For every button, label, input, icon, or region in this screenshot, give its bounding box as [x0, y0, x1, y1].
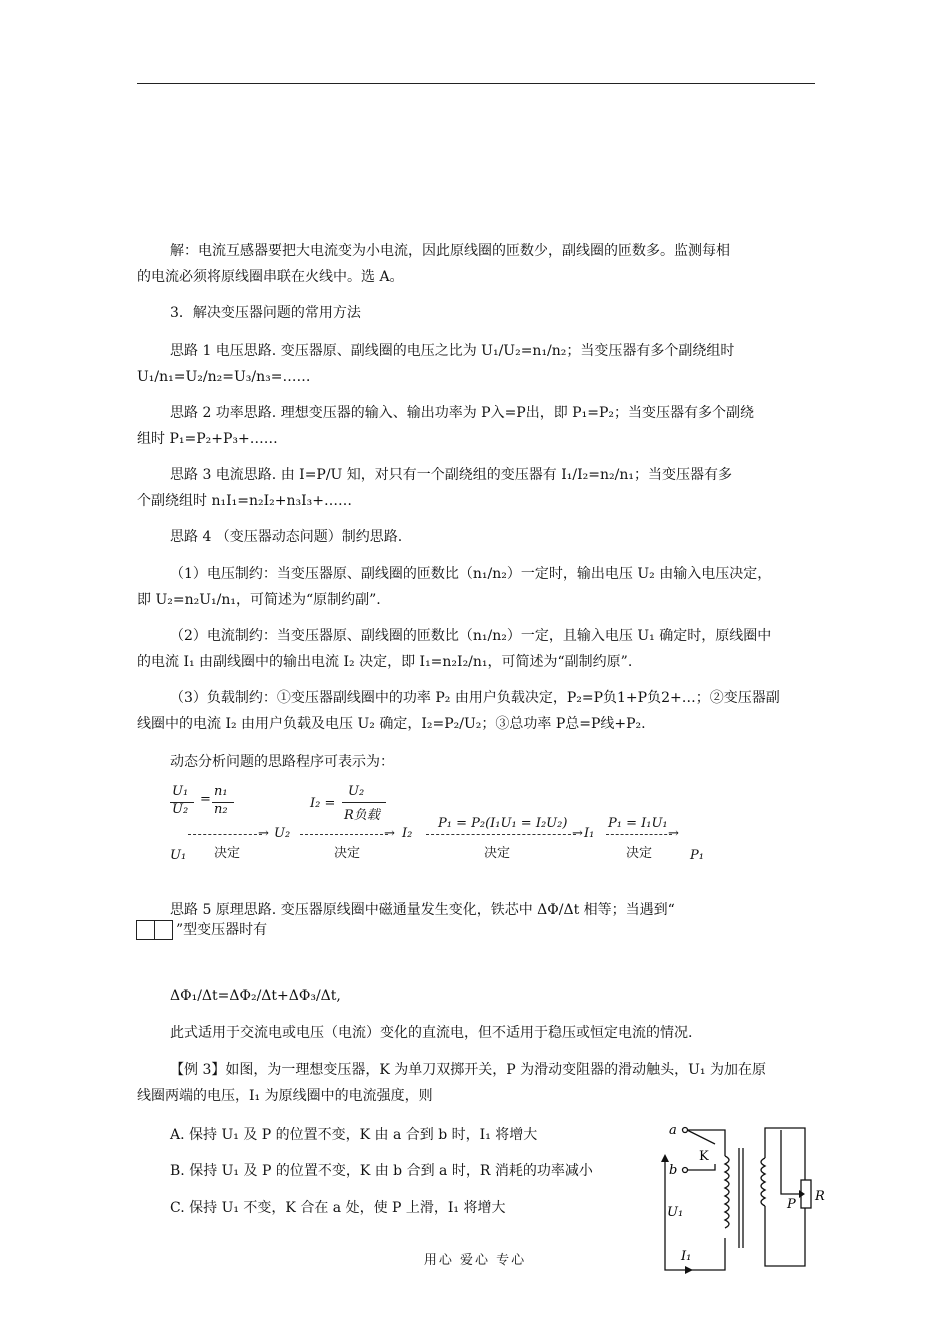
label-r: R [815, 1189, 825, 1204]
flow-decide-2: 决定 [334, 846, 361, 861]
flow-f1-eq: = [200, 792, 211, 807]
flow-arrow-1-head: → [258, 826, 269, 841]
solution-line-1: 解：电流互感器要把大电流变为小电流，因此原线圈的匝数少，副线圈的匝数多。监测每相 [170, 243, 730, 259]
idea4-c3-line-2: 线圈中的电流 I₂ 由用户负载及电压 U₂ 确定，I₂=P₂/U₂；③总功率 P总=P线+P₂. [137, 716, 646, 732]
example-line-1: 【例 3】如图，为一理想变压器，K 为单刀双掷开关，P 为滑动变阻器的滑动触头，U₁ 为加在原 [170, 1062, 766, 1078]
idea1-line-1: 思路 1 电压思路. 变压器原、副线圈的电压之比为 U₁/U₂=n₁/n₂；当变压器有多个副绕组时 [170, 343, 735, 359]
flow-intro: 动态分析问题的思路程序可表示为： [170, 754, 394, 770]
idea1-line-2: U₁/n₁=U₂/n₂=U₃/n₃=…… [137, 369, 311, 385]
label-u1: U₁ [667, 1205, 684, 1220]
flow-node-i1: I₁ [584, 826, 595, 841]
idea2-line-2: 组时 P₁=P₂+P₃+…… [137, 431, 278, 447]
flow-node-i2: I₂ [402, 826, 413, 841]
idea5-line-2: ”型变压器时有 [176, 922, 268, 938]
page-footer: 用心 爱心 专心 [423, 1253, 527, 1268]
idea3-line-2: 个副绕组时 n₁I₁=n₂I₂+n₃I₃+…… [137, 493, 352, 509]
flow-f2-den: R负载 [344, 808, 380, 823]
idea4-c1-line-1: （1）电压制约：当变压器原、副线圈的匝数比（n₁/n₂）一定时，输出电压 U₂ 由输入电压决定， [170, 566, 772, 582]
flow-f2-num: U₂ [348, 784, 365, 799]
flow-f1-num: U₁ [172, 784, 189, 799]
flow-arrow-3-head: → [572, 826, 583, 841]
flow-decide-4: 决定 [626, 846, 653, 861]
transformer-core-symbol [136, 920, 174, 940]
flow-decide-1: 决定 [214, 846, 241, 861]
flow-arrow-1 [188, 834, 262, 835]
option-b: B. 保持 U₁ 及 P 的位置不变，K 由 b 合到 a 时，R 消耗的功率减小 [170, 1163, 593, 1179]
idea4-c3-line-1: （3）负载制约：①变压器副线圈中的功率 P₂ 由用户负载决定，P₂=P负1+P负2+…；②变压器副 [170, 690, 780, 706]
flow-f1-den: U₂ [172, 802, 189, 817]
idea2-line-1: 思路 2 功率思路. 理想变压器的输入、输出功率为 P入=P出，即 P₁=P₂；当变压器有多个副绕 [170, 405, 754, 421]
flow-arrow-4-head: → [668, 826, 679, 841]
flow-f2-left: I₂ = [310, 796, 336, 811]
flow-f1-rnum: n₁ [214, 784, 228, 799]
idea3-line-1: 思路 3 电流思路. 由 I=P/U 知，对只有一个副绕组的变压器有 I₁/I₂=n₂/n₁；当变压器有多 [170, 467, 732, 483]
idea5-formula: ΔΦ₁/Δt=ΔΦ₂/Δt+ΔΦ₃/Δt, [170, 988, 341, 1004]
idea5-line-1: 思路 5 原理思路. 变压器原线圈中磁通量发生变化，铁芯中 ΔΦ/Δt 相等；当遇到“ [170, 902, 675, 918]
option-c: C. 保持 U₁ 不变，K 合在 a 处，使 P 上滑，I₁ 将增大 [170, 1200, 506, 1216]
header-rule [137, 83, 815, 84]
flow-arrow-2-head: → [384, 826, 395, 841]
solution-line-2: 的电流必须将原线圈串联在火线中。选 A。 [137, 269, 404, 285]
idea4-c1-line-2: 即 U₂=n₂U₁/n₁，可简述为“原制约副”. [137, 592, 381, 608]
flow-node-u2: U₂ [274, 826, 291, 841]
flow-start-u1: U₁ [170, 848, 187, 863]
label-k: K [699, 1149, 709, 1164]
example-line-2: 线圈两端的电压，I₁ 为原线圈中的电流强度，则 [137, 1088, 433, 1104]
flow-end-p1: P₁ [690, 848, 704, 863]
idea4-c2-line-2: 的电流 I₁ 由副线圈中的输出电流 I₂ 决定，即 I₁=n₂I₂/n₁，可简述为“副制约原”. [137, 654, 633, 670]
label-i1: I₁ [681, 1249, 692, 1264]
idea5-note: 此式适用于交流电或电压（电流）变化的直流电，但不适用于稳压或恒定电流的情况. [170, 1025, 693, 1041]
idea4-c2-line-1: （2）电流制约：当变压器原、副线圈的匝数比（n₁/n₂）一定，且输入电压 U₁ 确定时，原线圈中 [170, 628, 772, 644]
label-p: P [787, 1197, 796, 1212]
flow-f4: P₁ = I₁U₁ [608, 816, 668, 831]
label-a: a [669, 1123, 677, 1138]
flow-arrow-4 [606, 834, 672, 835]
flow-f1-rden: n₂ [214, 802, 228, 817]
section-title: 3．解决变压器问题的常用方法 [170, 305, 361, 321]
label-b: b [669, 1163, 678, 1178]
flow-arrow-2 [300, 834, 388, 835]
flow-diagram [170, 784, 730, 864]
flow-arrow-3 [426, 834, 576, 835]
idea4-title: 思路 4 （变压器动态问题）制约思路. [170, 529, 403, 545]
flow-decide-3: 决定 [484, 846, 511, 861]
flow-f3: P₁ = P₂(I₁U₁ = I₂U₂) [438, 816, 568, 831]
option-a: A. 保持 U₁ 及 P 的位置不变，K 由 a 合到 b 时，I₁ 将增大 [170, 1127, 538, 1143]
flow-f2-fraction-bar [342, 802, 386, 803]
